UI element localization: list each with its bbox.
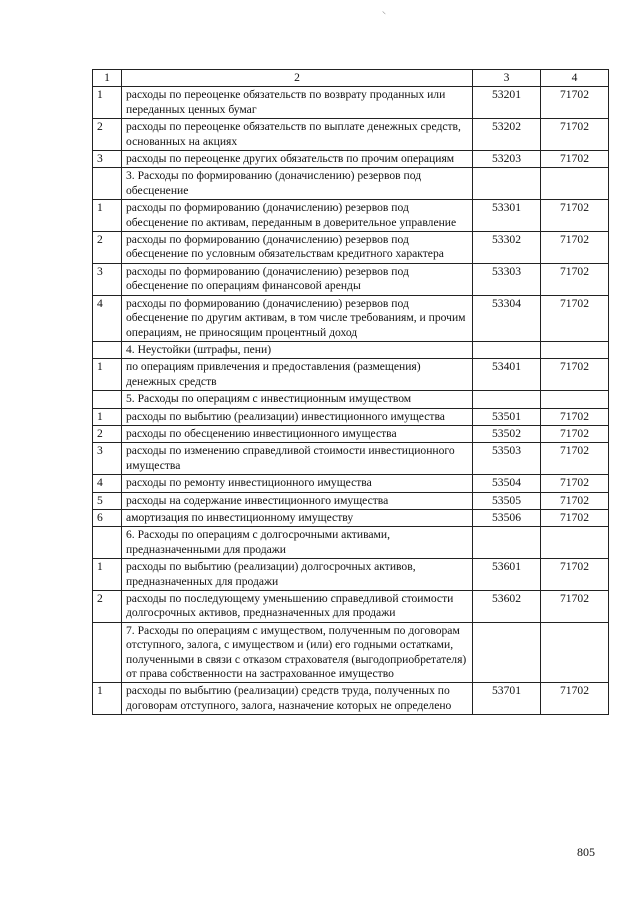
row-code: 53505 (473, 492, 541, 509)
row-description: расходы по переоценке обязательств по возврату проданных или переданных ценных бумаг (122, 87, 473, 119)
row-code: 53502 (473, 425, 541, 442)
row-code: 53304 (473, 295, 541, 341)
row-description: расходы по выбытию (реализации) инвестиционного имущества (122, 408, 473, 425)
row-number: 1 (93, 408, 122, 425)
row-code: 53501 (473, 408, 541, 425)
table-row (93, 683, 609, 715)
row-code: 53202 (473, 119, 541, 151)
row-number: 3 (93, 151, 122, 168)
row-account: 71702 (541, 119, 609, 151)
row-code: 53602 (473, 591, 541, 623)
table-row (93, 232, 609, 264)
row-description: 3. Расходы по формированию (доначислению) резервов под обесценение (122, 168, 473, 200)
row-code: 53401 (473, 359, 541, 391)
row-code: 53301 (473, 200, 541, 232)
row-description: 4. Неустойки (штрафы, пени) (122, 341, 473, 358)
table-row (93, 408, 609, 425)
page-number: 805 (577, 845, 595, 859)
row-code (473, 527, 541, 559)
row-number: 2 (93, 119, 122, 151)
row-number: 1 (93, 359, 122, 391)
row-code: 53701 (473, 683, 541, 715)
row-description: 6. Расходы по операциям с долгосрочными активами, предназначенными для продажи (122, 527, 473, 559)
row-number (93, 391, 122, 408)
table-row (93, 200, 609, 232)
row-account: 71702 (541, 492, 609, 509)
row-number: 4 (93, 295, 122, 341)
row-code: 53302 (473, 232, 541, 264)
row-account: 71702 (541, 591, 609, 623)
row-account (541, 341, 609, 358)
table-row (93, 475, 609, 492)
row-description: расходы по формированию (доначислению) резервов под обесценение по другим активам, в том числе требованиям, и прочим операциям, не приносящим процентный доход (122, 295, 473, 341)
row-number: 2 (93, 591, 122, 623)
table-row (93, 443, 609, 475)
row-description: расходы по переоценке других обязательств по прочим операциям (122, 151, 473, 168)
row-account: 71702 (541, 443, 609, 475)
row-code (473, 391, 541, 408)
table-row (93, 559, 609, 591)
row-account: 71702 (541, 151, 609, 168)
header-col-2: 2 (122, 70, 473, 87)
row-account (541, 168, 609, 200)
row-description: расходы на содержание инвестиционного имущества (122, 492, 473, 509)
row-number: 5 (93, 492, 122, 509)
row-number: 1 (93, 87, 122, 119)
row-number: 2 (93, 425, 122, 442)
row-description: расходы по формированию (доначислению) резервов под обесценение по активам, переданным в доверительное управление (122, 200, 473, 232)
row-description: по операциям привлечения и предоставления (размещения) денежных средств (122, 359, 473, 391)
row-description: расходы по изменению справедливой стоимости инвестиционного имущества (122, 443, 473, 475)
scan-mark: ⸌ (382, 10, 386, 19)
row-number (93, 622, 122, 683)
row-account: 71702 (541, 683, 609, 715)
row-number: 1 (93, 559, 122, 591)
row-code (473, 341, 541, 358)
row-number: 1 (93, 200, 122, 232)
section-heading-row (93, 168, 609, 200)
row-account: 71702 (541, 263, 609, 295)
section-heading-row (93, 391, 609, 408)
row-account: 71702 (541, 425, 609, 442)
table-row (93, 87, 609, 119)
row-code: 53303 (473, 263, 541, 295)
row-description: расходы по переоценке обязательств по выплате денежных средств, основанных на акциях (122, 119, 473, 151)
row-code (473, 622, 541, 683)
row-account: 71702 (541, 408, 609, 425)
header-col-1: 1 (93, 70, 122, 87)
table-row (93, 591, 609, 623)
row-account (541, 622, 609, 683)
row-number: 2 (93, 232, 122, 264)
header-col-3: 3 (473, 70, 541, 87)
row-account: 71702 (541, 559, 609, 591)
row-account: 71702 (541, 475, 609, 492)
row-description: расходы по выбытию (реализации) долгосрочных активов, предназначенных для продажи (122, 559, 473, 591)
table-row (93, 492, 609, 509)
row-code: 53203 (473, 151, 541, 168)
row-account: 71702 (541, 359, 609, 391)
row-description: расходы по ремонту инвестиционного имущества (122, 475, 473, 492)
row-number: 6 (93, 509, 122, 526)
accounts-table (92, 69, 609, 715)
row-code: 53506 (473, 509, 541, 526)
row-description: расходы по обесценению инвестиционного имущества (122, 425, 473, 442)
row-description: расходы по последующему уменьшению справедливой стоимости долгосрочных активов, предназначенных для продажи (122, 591, 473, 623)
row-code: 53504 (473, 475, 541, 492)
row-account: 71702 (541, 295, 609, 341)
table-row (93, 263, 609, 295)
table-row (93, 151, 609, 168)
row-number: 3 (93, 443, 122, 475)
table-row (93, 509, 609, 526)
row-number (93, 168, 122, 200)
row-description: расходы по формированию (доначислению) резервов под обесценение по условным обязательствам кредитного характера (122, 232, 473, 264)
table-row (93, 295, 609, 341)
row-account (541, 391, 609, 408)
row-description: 5. Расходы по операциям с инвестиционным имуществом (122, 391, 473, 408)
section-heading-row (93, 341, 609, 358)
header-col-4: 4 (541, 70, 609, 87)
table-row (93, 425, 609, 442)
row-description: 7. Расходы по операциям с имуществом, полученным по договорам отступного, залога, с имуществом и (или) его годными остатками, полученными в связи с отказом страхователя (выгодоприобретателя) от права собственности на застрахованное имущество (122, 622, 473, 683)
row-number: 1 (93, 683, 122, 715)
row-code: 53201 (473, 87, 541, 119)
row-number: 4 (93, 475, 122, 492)
row-description: расходы по формированию (доначислению) резервов под обесценение по операциям финансовой аренды (122, 263, 473, 295)
row-account: 71702 (541, 200, 609, 232)
section-heading-row (93, 527, 609, 559)
table-header-row (93, 70, 609, 87)
row-number (93, 341, 122, 358)
table-row (93, 359, 609, 391)
row-code (473, 168, 541, 200)
row-account: 71702 (541, 232, 609, 264)
section-heading-row (93, 622, 609, 683)
row-account (541, 527, 609, 559)
row-description: амортизация по инвестиционному имуществу (122, 509, 473, 526)
table-row (93, 119, 609, 151)
row-code: 53601 (473, 559, 541, 591)
row-code: 53503 (473, 443, 541, 475)
row-description: расходы по выбытию (реализации) средств труда, полученных по договорам отступного, залога, назначение которых не определено (122, 683, 473, 715)
row-account: 71702 (541, 509, 609, 526)
row-number: 3 (93, 263, 122, 295)
row-account: 71702 (541, 87, 609, 119)
row-number (93, 527, 122, 559)
